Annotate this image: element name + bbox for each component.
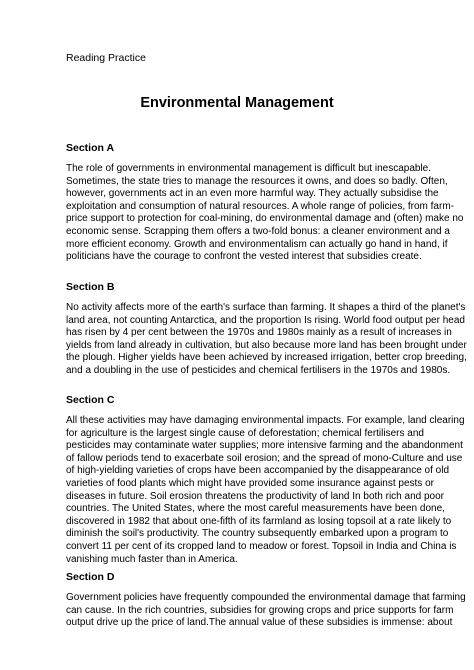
section-a-heading: Section A xyxy=(66,142,115,154)
text-line: vanishing much faster than in America. xyxy=(66,553,238,565)
text-line: and a doubling in the use of pesticides and chemical fertilisers in the 1970s and 1980s. xyxy=(66,364,451,376)
section-d-paragraph-1 xyxy=(66,592,466,630)
text-line: of high-yielding varieties of crops have been accompanied by the disappearance of old xyxy=(66,465,450,477)
text-line: land area, not counting Antarctica, and the proportion Is rising. World food output per head xyxy=(66,314,465,326)
section-c-paragraph-1 xyxy=(66,415,465,566)
text-line: convert 11 per cent of its cropped land to meadow or forest. Topsoil in India and China is xyxy=(66,540,457,552)
text-line: diminish the soil's productivity. The country subsequently embarked upon a program to xyxy=(66,528,449,540)
text-line: Sometimes, the state tries to manage the resources it owns, and does so badly. Often, xyxy=(66,175,448,187)
text-line: varieties of food plants which might have provided some insurance against pests or xyxy=(66,477,434,489)
text-line: yields from land already in cultivation, but also because more land has been brought under xyxy=(66,339,467,351)
document-title: Environmental Management xyxy=(140,95,334,111)
section-b-heading: Section B xyxy=(66,281,115,293)
text-line: output drive up the price of land.The annual value of these subsidies is immense: about xyxy=(66,617,453,629)
text-line: exploitation and consumption of natural resources. A whole range of policies, from farm- xyxy=(66,200,454,212)
header-label: Reading Practice xyxy=(66,52,146,64)
text-line: has risen by 4 per cent between the 1970s and 1980s mainly as a result of increases in xyxy=(66,327,452,339)
text-line: for agriculture is the largest single cause of deforestation; chemical fertilisers and xyxy=(66,427,424,439)
section-c-heading: Section C xyxy=(66,394,115,406)
text-line: economic sense. Scrapping them offers a two-fold bonus: a cleaner environment and a xyxy=(66,225,450,237)
text-line: more efficient economy. Growth and environmentalism can actually go hand in hand, if xyxy=(66,238,448,250)
text-line: however, governments act in an even more harmful way. They actually subsidise the xyxy=(66,188,439,200)
section-d-heading: Section D xyxy=(66,571,115,583)
text-line: countries. The United States, where the most careful measurements have been done, xyxy=(66,503,445,515)
text-line: discovered in 1982 that about one-fifth of its farmland as losing topsoil at a rate likely to xyxy=(66,515,452,527)
text-line: All these activities may have damaging environmental impacts. For example, land clearing xyxy=(66,415,465,426)
text-line: diseases in future. Soil erosion threatens the productivity of land In both rich and poor xyxy=(66,490,445,502)
text-line: the plough. Higher yields have been achieved by increased irrigation, better crop breeding, xyxy=(66,352,467,364)
text-line: politicians have the courage to confront the vested interest that subsidies create. xyxy=(66,251,422,263)
text-line: price support to protection for coal-mining, do environmental damage and (often) make no xyxy=(66,213,464,225)
section-b-paragraph-1 xyxy=(66,302,467,378)
text-line: No activity affects more of the earth's surface than farming. It shapes a third of the planet's xyxy=(66,302,466,313)
text-line: can cause. In the rich countries, subsidies for growing crops and price supports for farm xyxy=(66,604,454,616)
text-line: The role of governments in environmental management is difficult but inescapable. xyxy=(66,163,432,174)
text-line: pesticides may contaminate water supplies; more intensive farming and the abandonment xyxy=(66,440,463,452)
section-a-paragraph-1 xyxy=(66,163,464,264)
text-line: of fallow periods tend to exacerbate soil erosion; and the spread of mono-Culture and use xyxy=(66,452,463,464)
text-line: Government policies have frequently compounded the environmental damage that farming xyxy=(66,592,466,603)
